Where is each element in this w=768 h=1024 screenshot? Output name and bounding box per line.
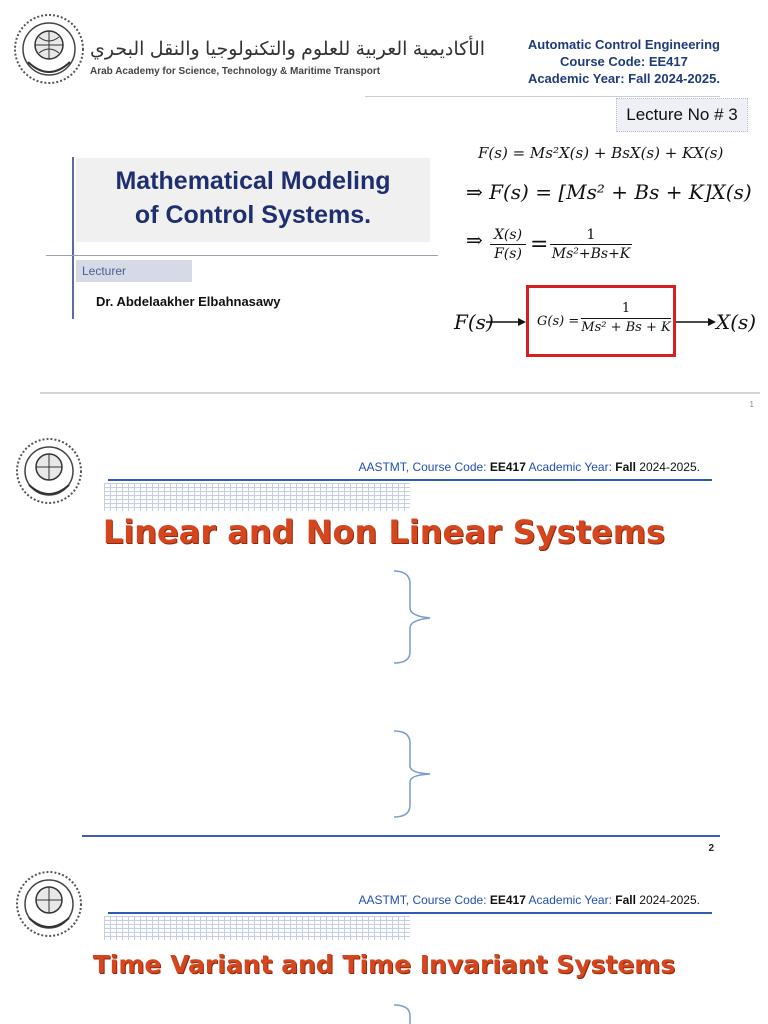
equation-3-lhs: [490, 226, 526, 263]
info-term: Fall: [615, 893, 636, 907]
institution-english: Arab Academy for Science, Technology & Maritime Transport: [90, 66, 381, 77]
info-prefix: AASTMT, Course Code:: [358, 893, 490, 907]
transfer-function-block: [526, 285, 676, 357]
page-number: 1: [749, 400, 754, 409]
academic-year: Academic Year: Fall 2024-2025.: [527, 71, 720, 86]
course-info-line: [358, 893, 700, 907]
brace-icon: [390, 728, 436, 820]
eq3-lhs-denominator: F(s): [490, 244, 526, 263]
arrow-icon: [484, 312, 526, 332]
slide-bottom-rule: [40, 392, 760, 394]
title-accent-line: [72, 157, 74, 319]
academy-logo-icon: [14, 433, 84, 509]
info-code: EE417: [489, 460, 526, 474]
course-info-line: [358, 460, 700, 474]
block-label: G(s) =: [537, 314, 580, 329]
academy-logo-icon: [14, 866, 84, 942]
lecturer-label: Lecturer: [76, 260, 192, 282]
block-numerator: 1: [621, 301, 631, 316]
info-mid: Academic Year:: [525, 460, 616, 474]
grid-decoration: [104, 483, 410, 511]
eq3-lhs-numerator: X(s): [493, 227, 523, 243]
header-rule: [108, 479, 712, 481]
info-year: 2024-2025.: [635, 893, 700, 907]
header-rule: [108, 912, 712, 914]
info-term: Fall: [615, 460, 636, 474]
grid-decoration: [104, 916, 410, 940]
arrow-icon: [676, 312, 718, 332]
lecturer-name: Dr. Abdelaakher Elbahnasawy: [96, 294, 281, 309]
institution-arabic: الأكاديمية العربية للعلوم والتكنولوجيا والنقل البحري: [90, 39, 486, 60]
block-input-label: F(s): [454, 310, 494, 334]
block-output-label: X(s): [716, 310, 757, 334]
lecture-title-line-2: of Control Systems.: [134, 201, 372, 229]
eq3-rhs-denominator: Ms²+Bs+K: [551, 246, 631, 262]
course-header: [528, 36, 720, 87]
info-mid: Academic Year:: [525, 893, 616, 907]
header-divider: [365, 96, 720, 97]
eq3-rhs-numerator: 1: [586, 227, 596, 243]
slide-3: [0, 860, 768, 1024]
equation-3: ⇒: [466, 228, 483, 252]
equals-sign: =: [530, 232, 549, 257]
info-year: 2024-2025.: [635, 460, 700, 474]
lecture-title: [76, 158, 430, 242]
slide-bottom-rule: [82, 835, 720, 837]
equation-1: F(s) = Ms²X(s) + BsX(s) + KX(s): [478, 144, 724, 162]
block-fraction: [581, 300, 671, 337]
block-denominator: Ms² + Bs + K: [581, 320, 671, 335]
title-divider: [46, 255, 438, 256]
brace-icon: [390, 568, 436, 666]
info-code: EE417: [489, 893, 526, 907]
slide-title: Linear and Non Linear Systems: [102, 513, 666, 551]
equation-2: ⇒ F(s) = [Ms² + Bs + K]X(s): [466, 180, 752, 204]
slide-2: [0, 425, 768, 855]
slide-1: [0, 0, 768, 420]
info-prefix: AASTMT, Course Code:: [358, 460, 490, 474]
lecture-title-line-1: Mathematical Modeling: [115, 167, 391, 195]
page-number: 2: [708, 843, 714, 854]
brace-icon: [390, 1002, 420, 1024]
slide-title: Time Variant and Time Invariant Systems: [92, 950, 676, 979]
academy-logo-icon: [12, 12, 86, 86]
course-code: Course Code: EE417: [560, 54, 688, 69]
equation-3-rhs: [550, 226, 632, 263]
course-title: Automatic Control Engineering: [527, 37, 720, 52]
lecture-number: Lecture No # 3: [616, 98, 748, 132]
